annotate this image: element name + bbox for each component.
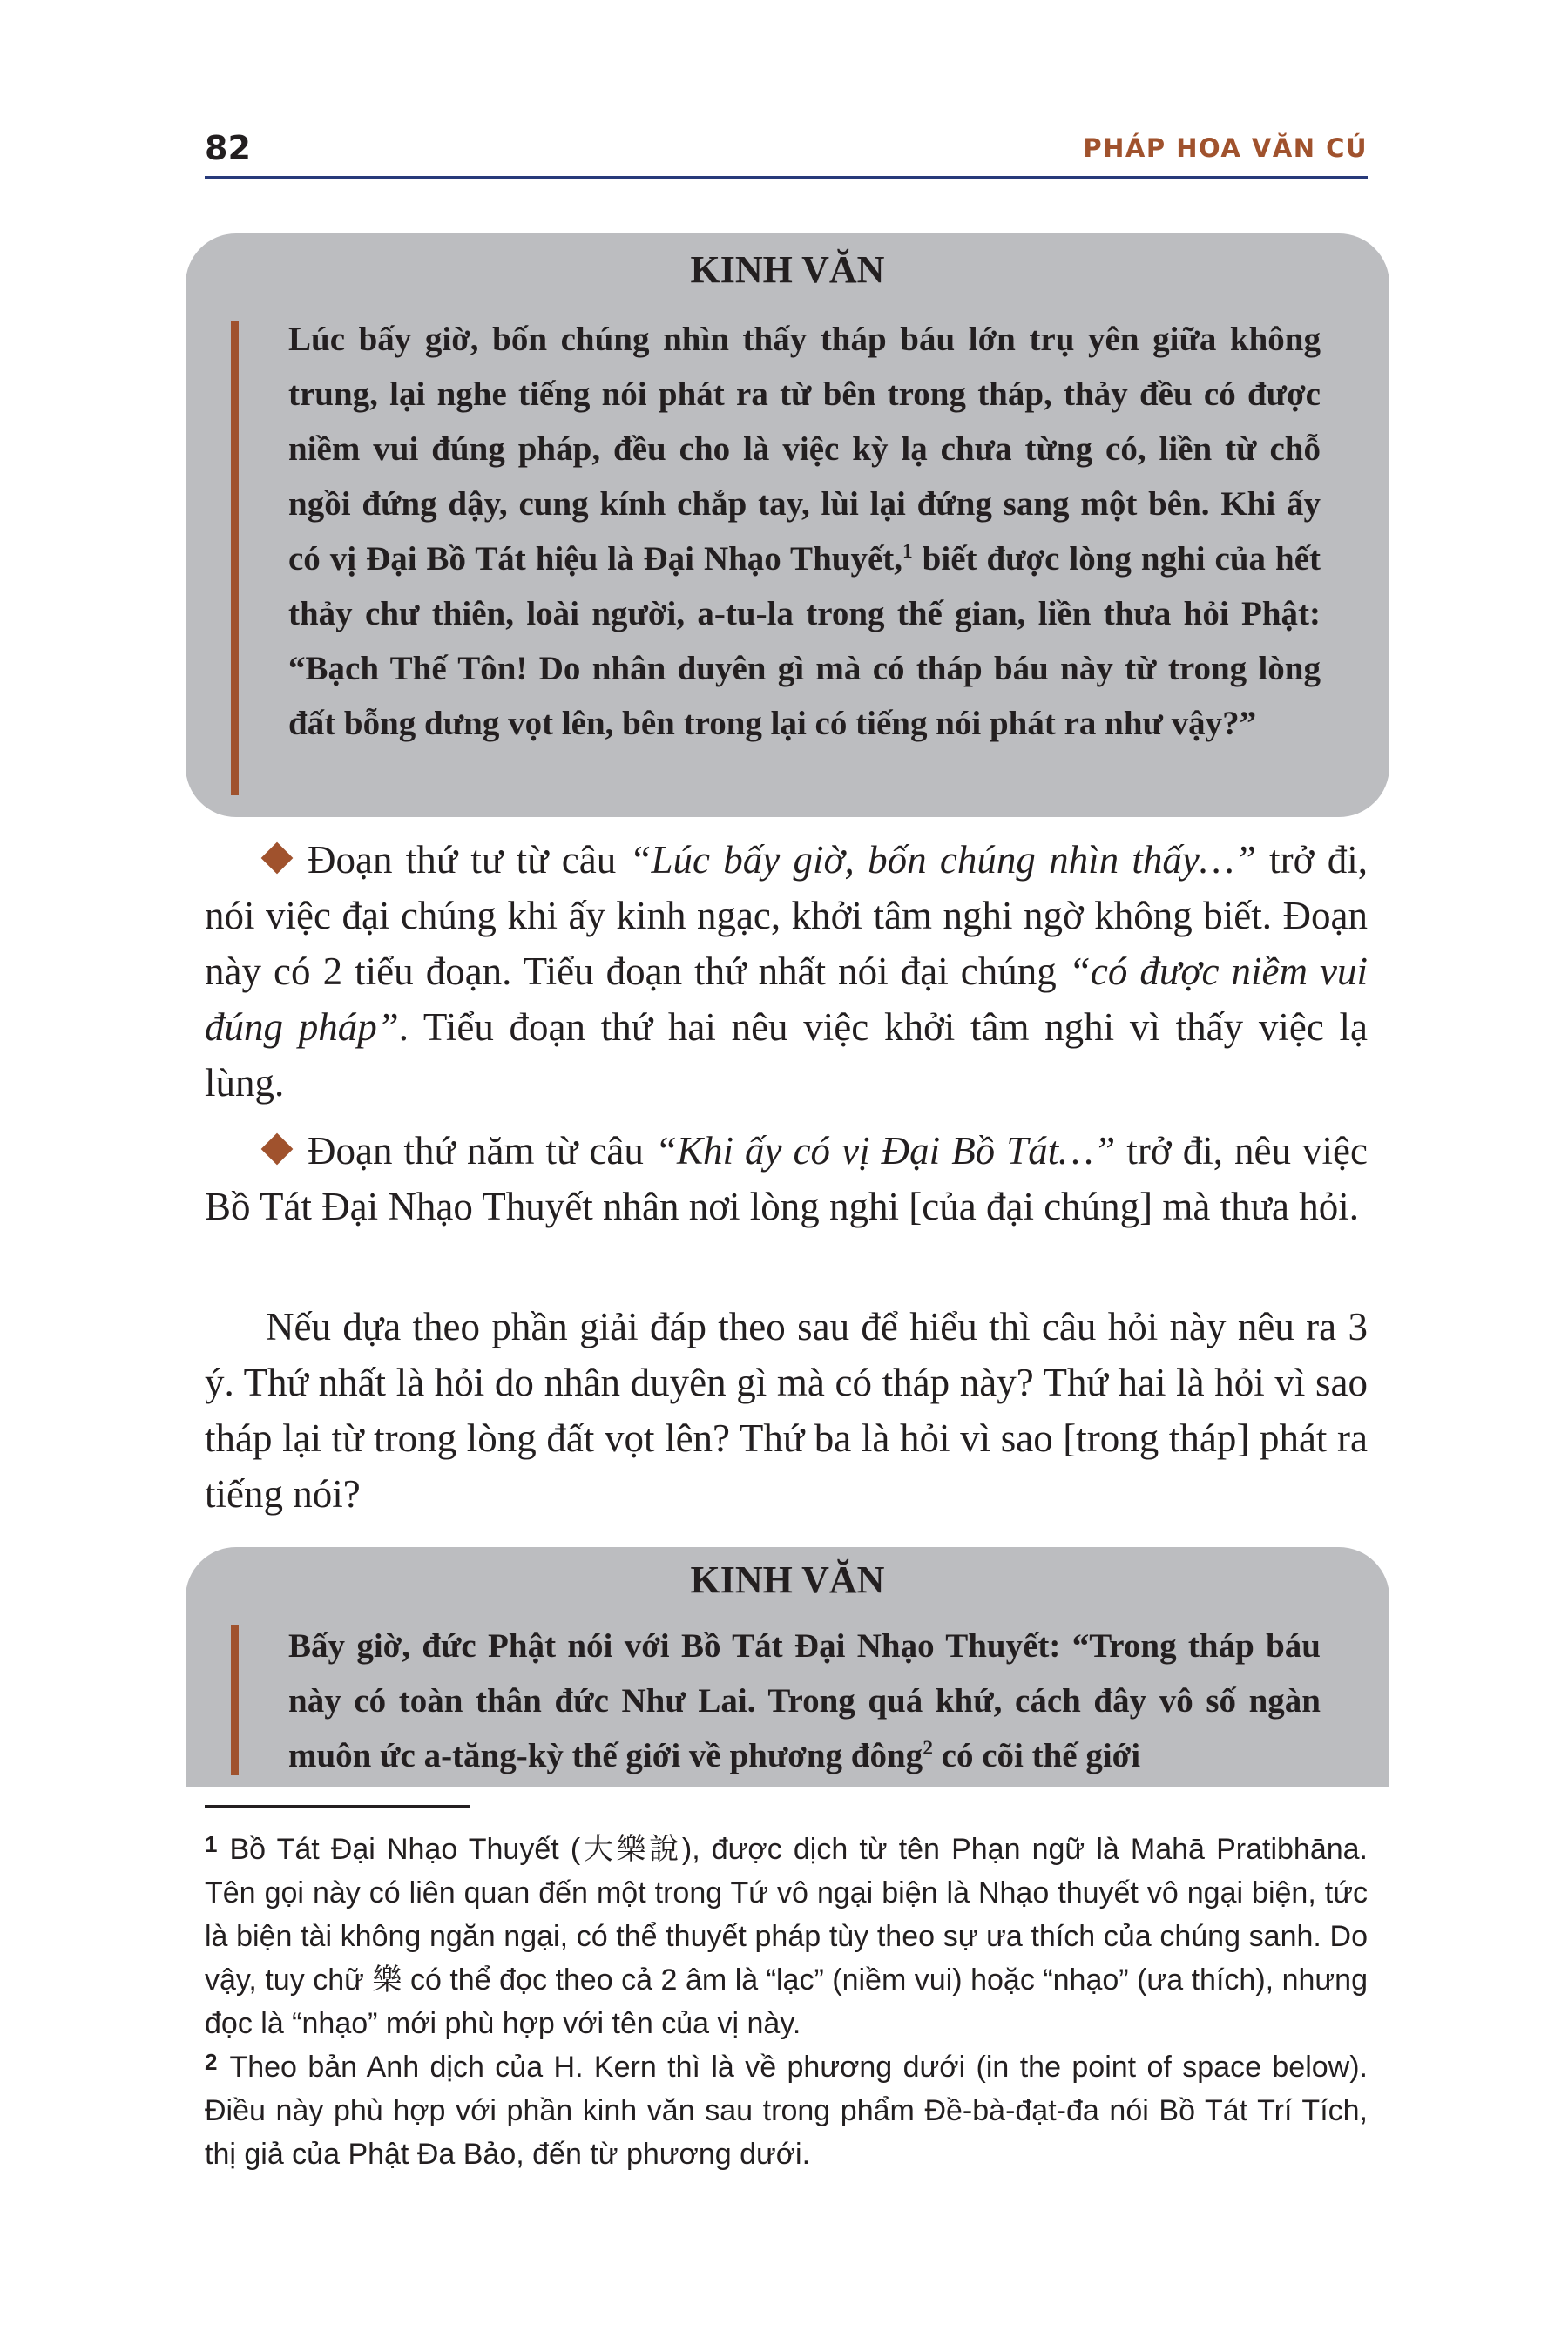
sutra-heading: KINH VĂN <box>690 248 885 291</box>
sutra-text-part: Lúc bấy giờ, bốn chúng nhìn thấy tháp báu lớn trụ yên giữa không trung, lại nghe tiếng nói phát ra từ bên trong tháp, thảy đều có được niềm vui đúng pháp, đều cho là việc kỳ lạ chưa từng có, liền từ chỗ ngồi đứng dậy, cung kính chắp tay, lùi lại đứng sang một bên. Khi ấy có vị Đại Bồ Tát hiệu là Đại Nhạo Thuyết, <box>288 321 1321 578</box>
sutra-text <box>288 312 1321 751</box>
paragraph-text: Đoạn thứ tư từ câu <box>308 838 630 882</box>
footnote-rule <box>205 1805 470 1808</box>
sutra-text-part: biết được lòng nghi của hết thảy chư thiên, loài người, a-tu-la trong thế gian, liền thưa hỏi Phật: “Bạch Thế Tôn! Do nhân duyên gì mà có tháp báu này từ trong lòng đất bỗng dưng vọt lên, bên trong lại có tiếng nói phát ra như vậy?” <box>288 540 1321 742</box>
quote-text: “Lúc bấy giờ, bốn chúng nhìn thấy…” <box>629 838 1256 882</box>
commentary-paragraph <box>205 1299 1368 1522</box>
page-header <box>205 131 1368 166</box>
quote-text: “có được niềm vui đúng pháp” <box>205 950 1368 1049</box>
footnote-ref[interactable]: 1 <box>902 539 913 563</box>
footnote-ref[interactable]: 2 <box>923 1736 933 1760</box>
sutra-text-part: Bấy giờ, đức Phật nói với Bồ Tát Đại Nhạo Thuyết: “Trong tháp báu này có toàn thân đức Như Lai. Trong quá khứ, cách đây vô số ngàn muôn ức a-tăng-kỳ thế giới về phương đông <box>288 1627 1321 1774</box>
page-number: 82 <box>205 129 251 167</box>
sutra-box-2 <box>186 1547 1389 1787</box>
running-title: PHÁP HOA VĂN CÚ <box>1083 133 1368 163</box>
sutra-heading: KINH VĂN <box>690 1558 885 1601</box>
commentary-paragraph <box>205 1123 1368 1234</box>
footnote-text: Bồ Tát Đại Nhạo Thuyết (大樂說), được dịch từ tên Phạn ngữ là Mahā Pratibhāna. Tên gọi này có liên quan đến một trong Tứ vô ngại biện là Nhạo thuyết vô ngại biện, tức là biện tài không ngăn ngại, có thể thuyết pháp tùy theo sự ưa thích của chúng sanh. Do vậy, tuy chữ 樂 có thể đọc theo cả 2 âm là “lạc” (niềm vui) hoặc “nhạo” (ưa thích), nhưng đọc là “nhạo” mới phù hợp với tên của vị này. <box>205 1833 1368 2040</box>
footnote-text: Theo bản Anh dịch của H. Kern thì là về phương dưới (in the point of space below). Điều này phù hợp với phần kinh văn sau trong phẩm Đề-bà-đạt-đa nói Bồ Tát Trí Tích, thị giả của Phật Đa Bảo, đến từ phương dưới. <box>205 2051 1368 2171</box>
diamond-bullet-icon <box>261 842 294 875</box>
sutra-text-part: có cõi thế giới <box>932 1737 1141 1774</box>
paragraph-text: trở đi, nói việc đại chúng khi ấy kinh ngạc, khởi tâm nghi ngờ không biết. Đoạn này có 2 tiểu đoạn. Tiểu đoạn thứ nhất nói đại chúng <box>205 838 1368 993</box>
commentary-paragraph <box>205 832 1368 1111</box>
paragraph-text: trở đi, nêu việc Bồ Tát Đại Nhạo Thuyết nhân nơi lòng nghi [của đại chúng] mà thưa hỏi. <box>205 1129 1368 1228</box>
footnote-marker: 2 <box>205 2049 218 2075</box>
header-rule <box>205 176 1368 179</box>
sutra-box-1 <box>186 233 1389 817</box>
footnote-marker: 1 <box>205 1831 218 1857</box>
footnote <box>205 1822 1368 2045</box>
sutra-accent-bar <box>231 321 239 795</box>
paragraph-text: . Tiểu đoạn thứ hai nêu việc khởi tâm nghi vì thấy việc lạ lùng. <box>205 1005 1369 1105</box>
footnote <box>205 2040 1368 2176</box>
paragraph-text: Nếu dựa theo phần giải đáp theo sau để hiểu thì câu hỏi này nêu ra 3 ý. Thứ nhất là hỏi do nhân duyên gì mà có tháp này? Thứ hai là hỏi vì sao tháp lại từ trong lòng đất vọt lên? Thứ ba là hỏi vì sao [trong tháp] phát ra tiếng nói? <box>205 1305 1368 1516</box>
diamond-bullet-icon <box>261 1133 294 1166</box>
sutra-accent-bar <box>231 1625 239 1775</box>
quote-text: “Khi ấy có vị Đại Bồ Tát…” <box>654 1129 1116 1173</box>
sutra-text <box>288 1619 1321 1783</box>
paragraph-text: Đoạn thứ năm từ câu <box>308 1129 655 1173</box>
